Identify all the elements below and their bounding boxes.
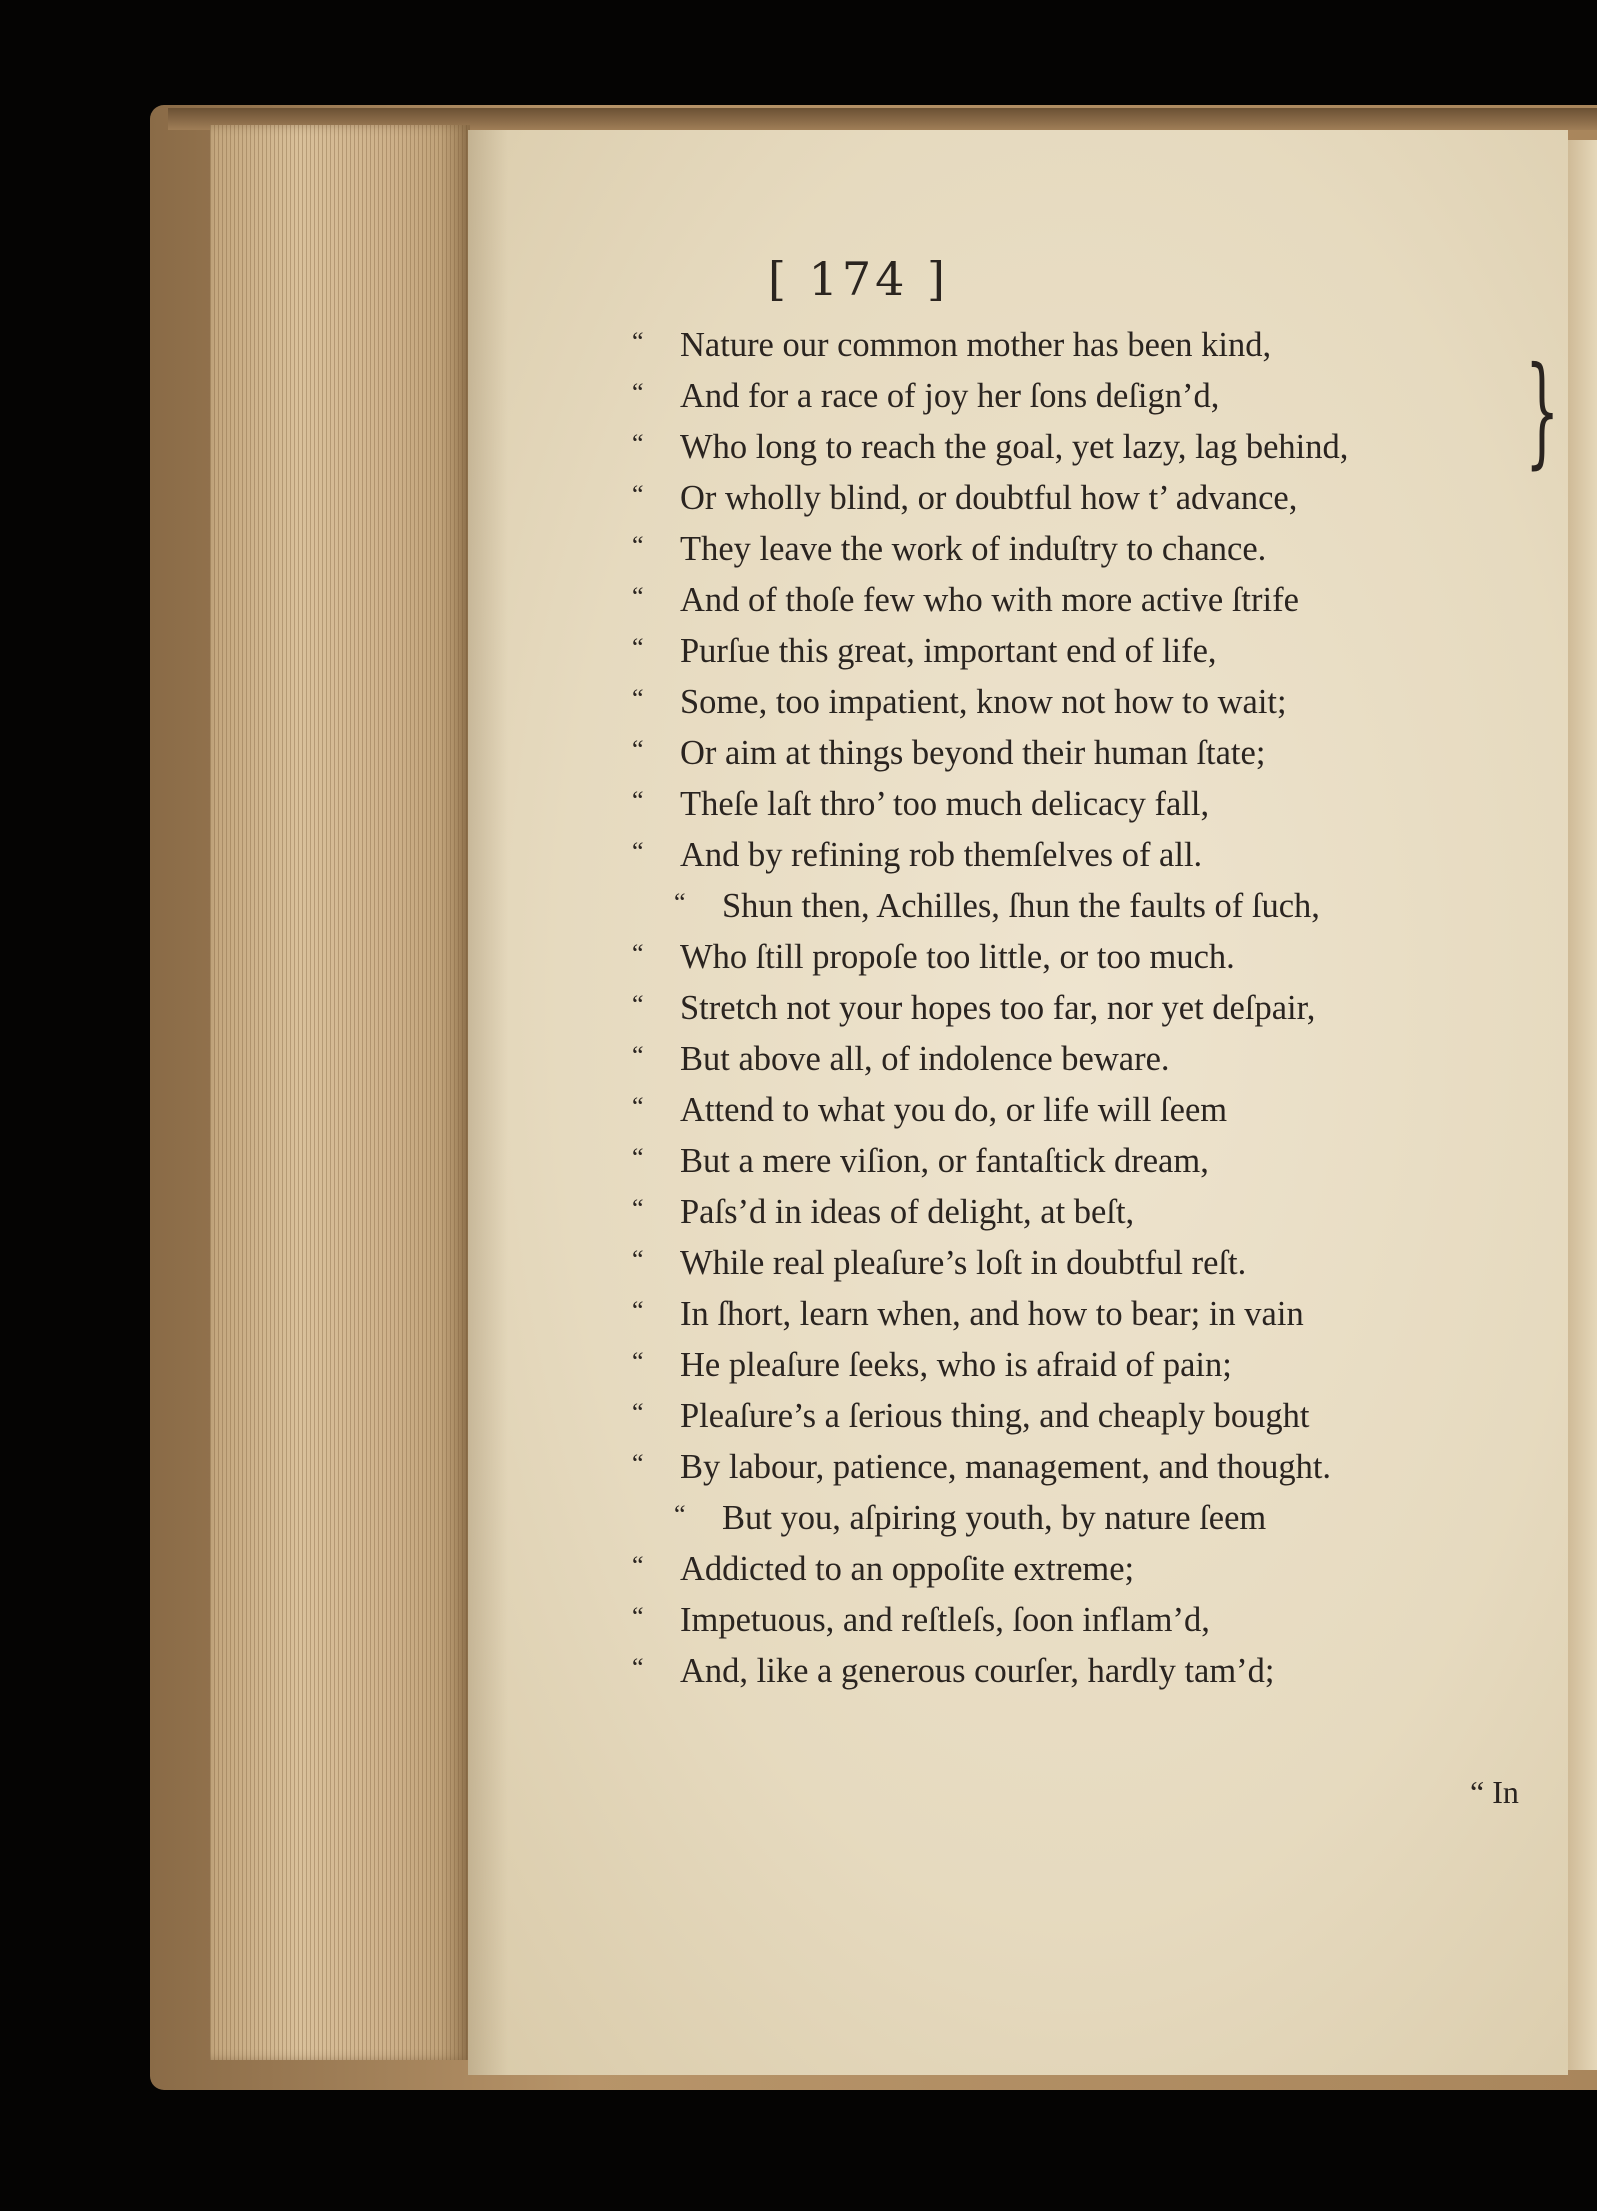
- poem-line-text: Addicted to an oppoſite extreme;: [680, 1550, 1135, 1588]
- poem-line-text: Pleaſure’s a ſerious thing, and cheaply bought: [680, 1397, 1310, 1435]
- quote-mark: “: [632, 1092, 644, 1121]
- poem-line: [632, 1646, 1532, 1697]
- quote-mark: “: [632, 735, 644, 764]
- poem-line-text: Paſs’d in ideas of delight, at beſt,: [680, 1193, 1135, 1231]
- poem-line-text: Or aim at things beyond their human ſtate;: [680, 734, 1266, 772]
- catchword: “ In: [1470, 1774, 1519, 1810]
- poem-line-text: Nature our common mother has been kind,: [680, 326, 1272, 364]
- poem-line: [632, 983, 1532, 1034]
- poem-line: [632, 779, 1532, 830]
- poem-line-text: Or wholly blind, or doubtful how t’ advance,: [680, 479, 1298, 517]
- quote-mark: “: [632, 582, 644, 611]
- poem-line-text: Who ſtill propoſe too little, or too much.: [680, 938, 1235, 976]
- quote-mark: “: [632, 531, 644, 560]
- facing-page-edge: [1565, 140, 1597, 2070]
- quote-mark: “: [632, 1296, 644, 1325]
- quote-mark: “: [632, 429, 644, 458]
- quote-mark: “: [632, 1194, 644, 1223]
- poem-line-text: Some, too impatient, know not how to wait;: [680, 683, 1287, 721]
- poem-line: [632, 1085, 1532, 1136]
- poem-line: [632, 1544, 1532, 1595]
- poem-line-text: But above all, of indolence beware.: [680, 1040, 1170, 1078]
- poem-line: [632, 371, 1532, 422]
- poem-line-text: In ſhort, learn when, and how to bear; in vain: [680, 1295, 1304, 1333]
- poem-line-text: Attend to what you do, or life will ſeem: [680, 1091, 1228, 1129]
- poem-line: [632, 1595, 1532, 1646]
- poem-line-text: And by refining rob themſelves of all.: [680, 836, 1203, 874]
- poem-line: [632, 1289, 1532, 1340]
- poem-line: [632, 575, 1532, 626]
- poem-line: [632, 1034, 1532, 1085]
- quote-mark: “: [632, 633, 644, 662]
- poem-line-text: Who long to reach the goal, yet lazy, lag behind,: [680, 428, 1349, 466]
- quote-mark: “: [632, 1602, 644, 1631]
- poem-line: [632, 1238, 1532, 1289]
- quote-mark: “: [632, 1245, 644, 1274]
- page-number: [ 174 ]: [768, 252, 949, 306]
- poem-line: [632, 677, 1532, 728]
- page-edges: [210, 125, 470, 2060]
- triplet-brace: }: [1524, 342, 1560, 481]
- poem-line: [632, 1340, 1532, 1391]
- poem-line: [632, 1187, 1532, 1238]
- poem-line: [632, 881, 1532, 932]
- poem-line-text: He pleaſure ſeeks, who is afraid of pain;: [680, 1346, 1232, 1384]
- poem-lines: [632, 320, 1532, 1697]
- quote-mark: “: [632, 1398, 644, 1427]
- poem-line-text: Impetuous, and reſtleſs, ſoon inflam’d,: [680, 1601, 1210, 1639]
- quote-mark: “: [632, 684, 644, 713]
- poem-line: [632, 1136, 1532, 1187]
- quote-mark: “: [632, 1551, 644, 1580]
- quote-mark: “: [632, 1347, 644, 1376]
- poem-line: [632, 728, 1532, 779]
- quote-mark: “: [632, 939, 644, 968]
- quote-mark: “: [674, 1500, 686, 1529]
- poem-line: [632, 524, 1532, 575]
- quote-mark: “: [632, 990, 644, 1019]
- poem-line: [632, 626, 1532, 677]
- poem-line: [632, 320, 1532, 371]
- poem-line-text: But you, aſpiring youth, by nature ſeem: [722, 1499, 1267, 1537]
- poem-line-text: But a mere viſion, or fantaſtick dream,: [680, 1142, 1209, 1180]
- quote-mark: “: [674, 888, 686, 917]
- quote-mark: “: [632, 480, 644, 509]
- poem-line-text: And, like a generous courſer, hardly tam’d;: [680, 1652, 1275, 1690]
- poem-line: [632, 932, 1532, 983]
- poem-line-text: And for a race of joy her ſons deſign’d,: [680, 377, 1220, 415]
- poem-line-text: By labour, patience, management, and thought.: [680, 1448, 1332, 1486]
- quote-mark: “: [632, 1449, 644, 1478]
- poem-line: [632, 473, 1532, 524]
- poem-line-text: Theſe laſt thro’ too much delicacy fall,: [680, 785, 1210, 823]
- quote-mark: “: [632, 378, 644, 407]
- poem-line: [632, 422, 1532, 473]
- poem-line-text: They leave the work of induſtry to chance.: [680, 530, 1267, 568]
- poem-line-text: Stretch not your hopes too far, nor yet deſpair,: [680, 989, 1316, 1027]
- quote-mark: “: [632, 1653, 644, 1682]
- poem-line: [632, 1493, 1532, 1544]
- quote-mark: “: [632, 786, 644, 815]
- poem-line: [632, 830, 1532, 881]
- poem-line: [632, 1442, 1532, 1493]
- quote-mark: “: [632, 1143, 644, 1172]
- page-gutter-shadow: [468, 130, 508, 2075]
- poem-line-text: Purſue this great, important end of life,: [680, 632, 1217, 670]
- quote-mark: “: [632, 837, 644, 866]
- quote-mark: “: [632, 1041, 644, 1070]
- poem-line-text: While real pleaſure’s loſt in doubtful reſt.: [680, 1244, 1247, 1282]
- page-edges-shadow: [440, 125, 470, 2060]
- quote-mark: “: [632, 327, 644, 356]
- poem-line-text: Shun then, Achilles, ſhun the faults of ſuch,: [722, 887, 1320, 925]
- poem-line: [632, 1391, 1532, 1442]
- poem-line-text: And of thoſe few who with more active ſtrife: [680, 581, 1299, 619]
